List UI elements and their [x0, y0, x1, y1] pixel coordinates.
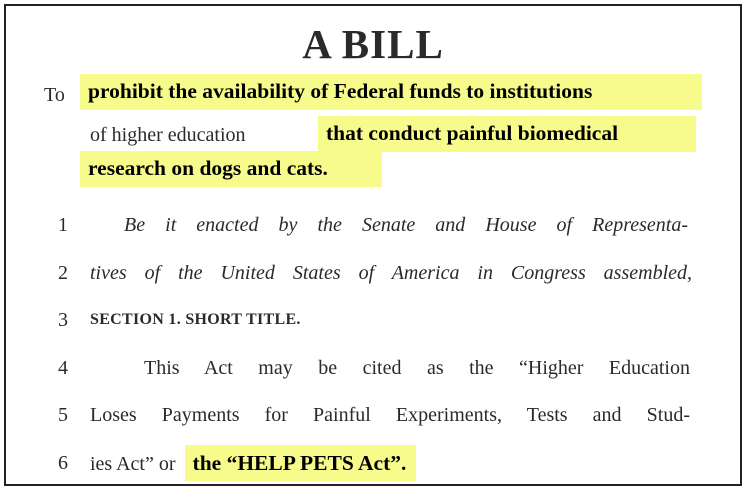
section-heading: SECTION 1. SHORT TITLE. — [90, 311, 301, 328]
line-text-1: Be it enacted by the Senate and House of Representa- — [124, 214, 688, 236]
preamble-to: To — [44, 84, 65, 106]
line-number-1: 1 — [58, 214, 68, 236]
bill-title: A BILL — [302, 21, 444, 67]
bill-document — [4, 4, 742, 486]
line-number-2: 2 — [58, 262, 68, 284]
line-text-2: tives of the United States of America in Congress assembled, — [90, 262, 692, 284]
line-text-4: This Act may be cited as the “Higher Education — [144, 357, 690, 379]
preamble-higher-education: of higher education — [90, 124, 246, 146]
highlight-federal-funds: prohibit the availability of Federal funds to institutions — [80, 74, 702, 110]
line-text-6 — [90, 446, 416, 481]
line-text-6-plain: ies Act” or — [90, 453, 176, 475]
line-number-4: 4 — [58, 357, 68, 379]
line-number-3: 3 — [58, 309, 68, 331]
line-text-5: Loses Payments for Painful Experiments, Tests and Stud- — [90, 404, 690, 426]
highlight-help-pets-act: the “HELP PETS Act”. — [185, 445, 417, 481]
highlight-painful-biomedical: that conduct painful biomedical — [318, 116, 696, 152]
line-number-5: 5 — [58, 404, 68, 426]
line-number-6: 6 — [58, 452, 68, 474]
highlight-dogs-and-cats: research on dogs and cats. — [80, 151, 382, 187]
